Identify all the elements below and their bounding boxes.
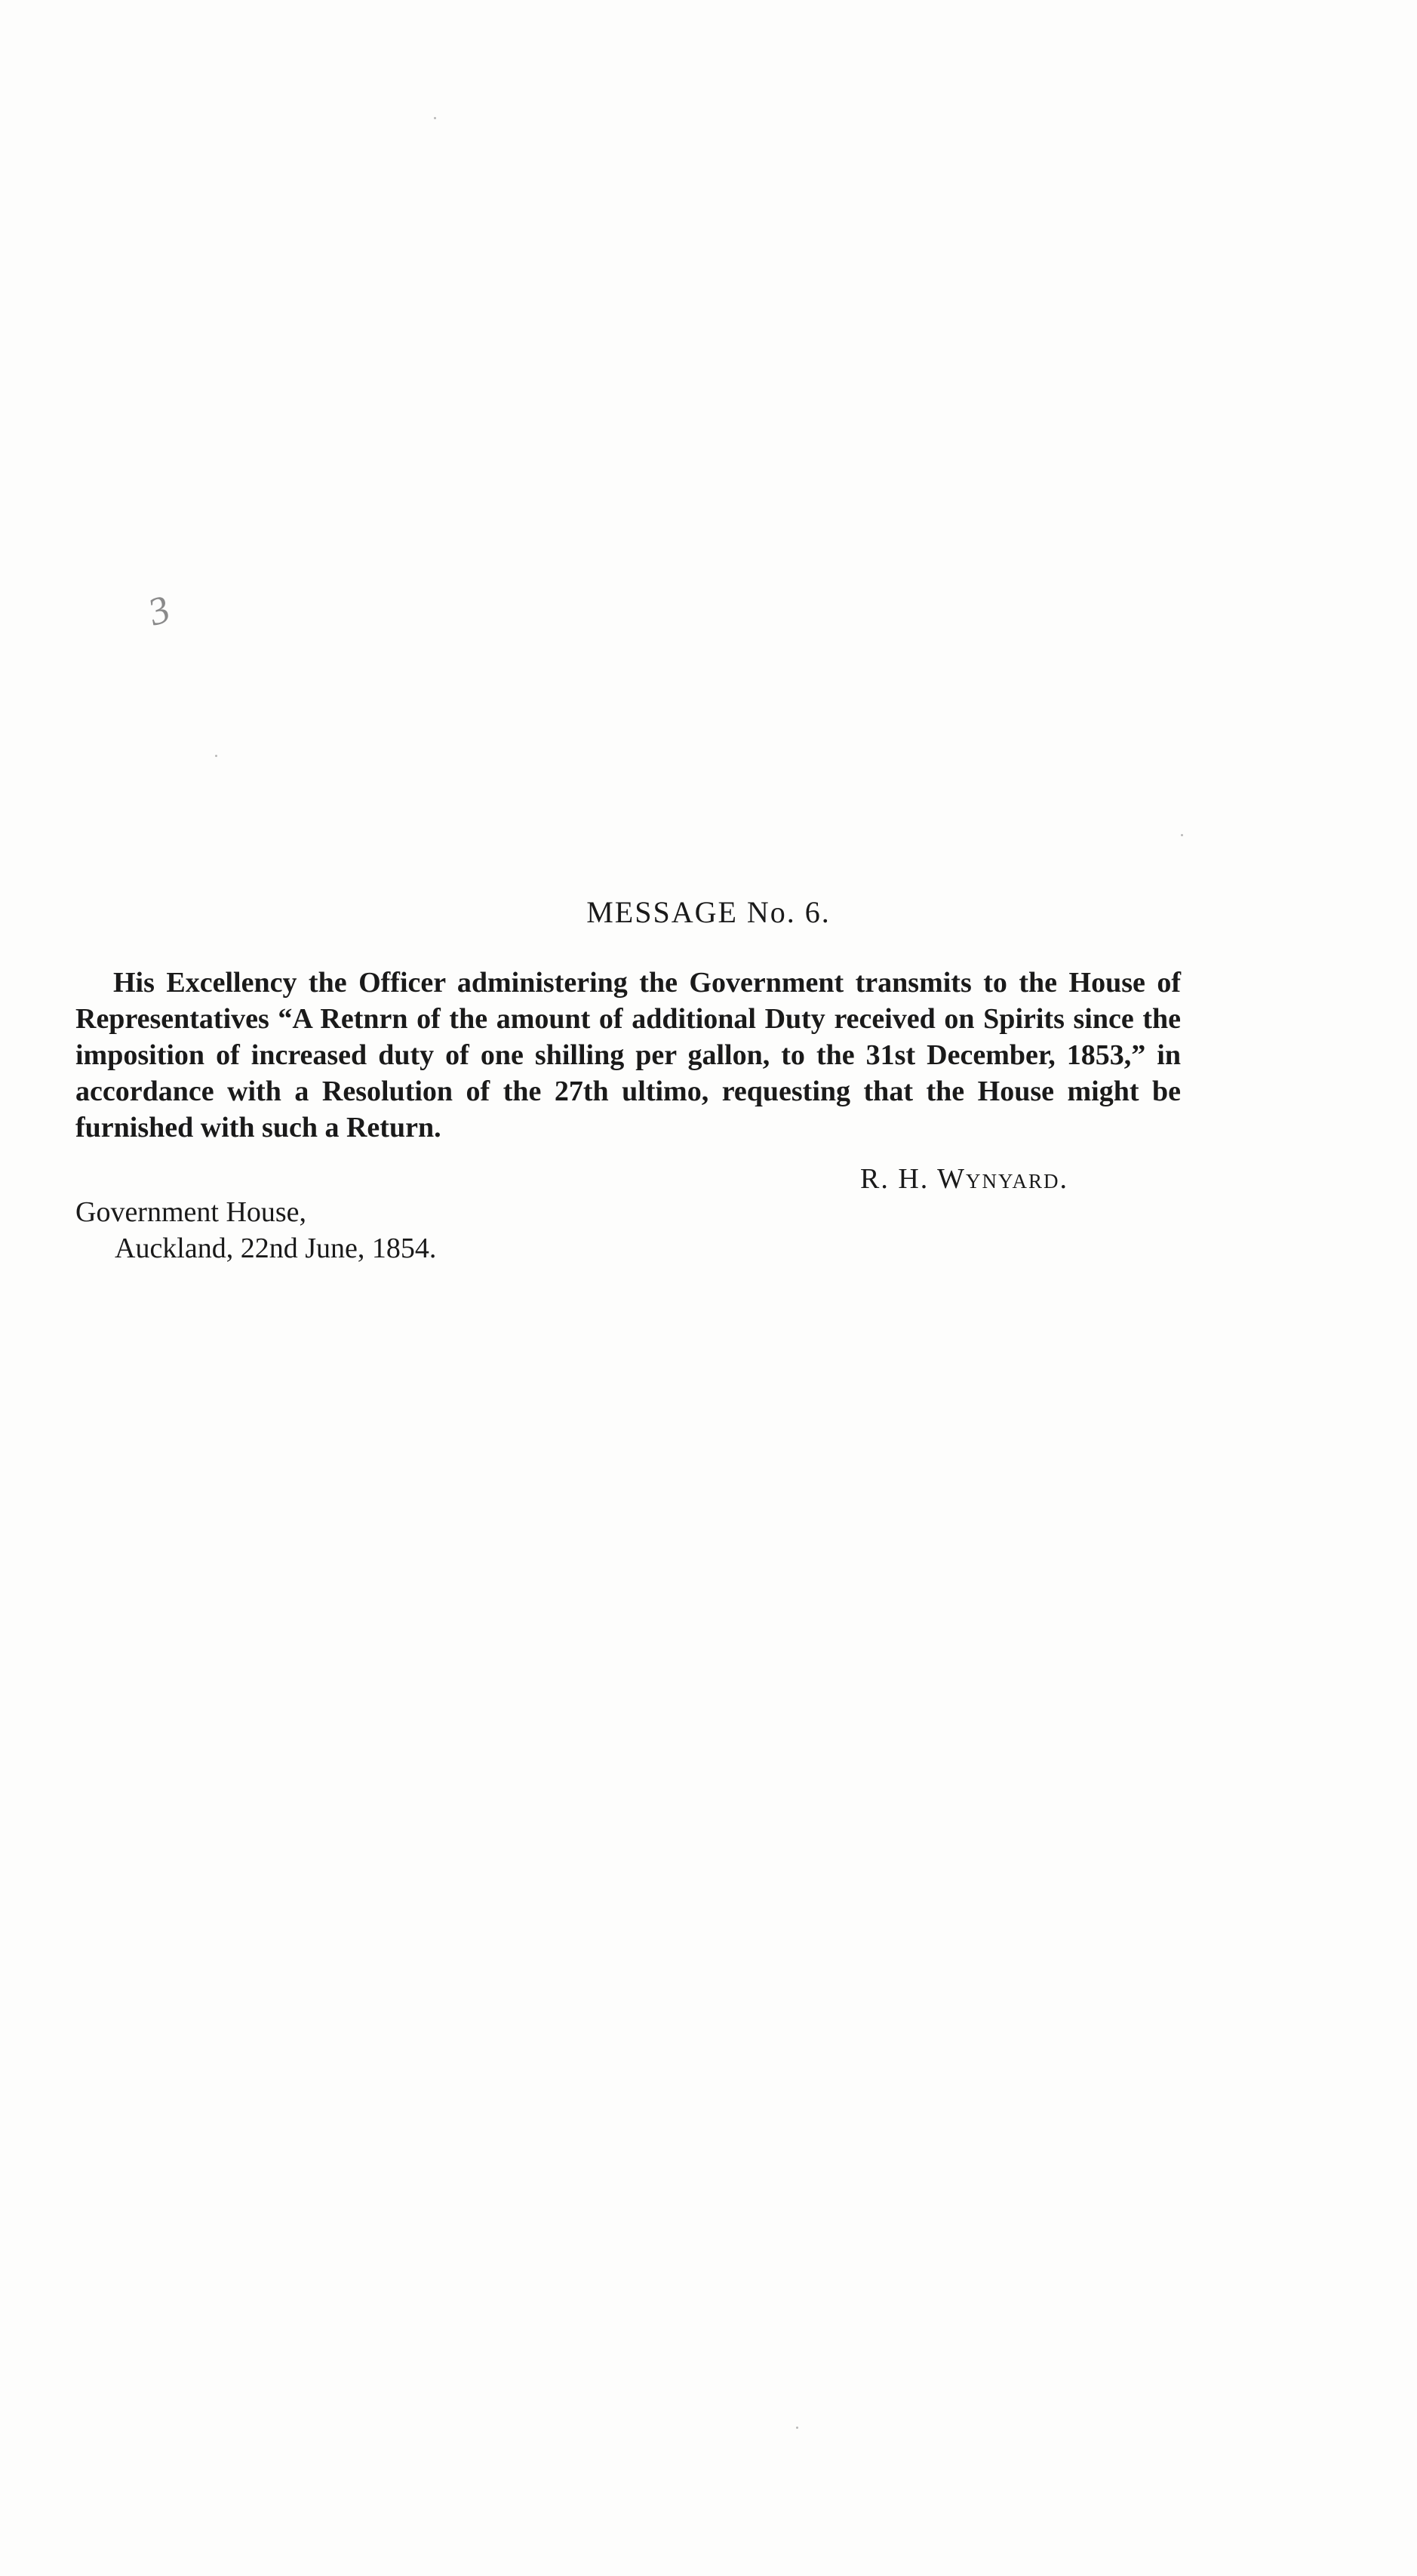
paper-speck (215, 755, 217, 757)
message-paragraph: His Excellency the Officer administering the Government transmits to the House of Representatives “A Retnrn of the amount of additional Duty received on Spirits since the imposition of increased duty of one shilling per gallon, to the 31st December, 1853,” in accordance with a Resolution of the 27th ultimo, requesting that the House might be furnished with such a Return. (75, 967, 1181, 1143)
paper-speck (796, 2427, 798, 2429)
folio-mark: 3 (143, 587, 176, 635)
signature: R. H. Wynyard. (860, 1163, 1068, 1195)
location-line-1: Government House, (75, 1196, 307, 1228)
location-block (75, 1194, 436, 1266)
paper-speck (1181, 834, 1183, 836)
message-heading: MESSAGE No. 6. (586, 895, 831, 929)
paper-speck (434, 117, 436, 119)
location-line-2: Auckland, 22nd June, 1854. (115, 1233, 437, 1264)
